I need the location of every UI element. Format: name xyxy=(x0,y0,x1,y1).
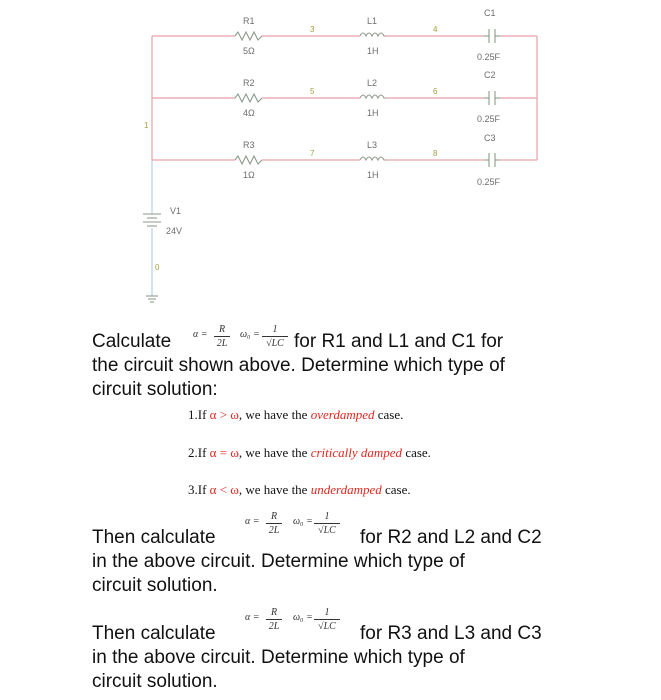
node-7: 7 xyxy=(310,149,315,158)
omega-bar-2 xyxy=(314,523,340,524)
q3-tail: for R3 and L3 and C3 xyxy=(360,623,542,644)
alpha-label-3: α = xyxy=(245,612,260,623)
case-3-prefix: 3.If xyxy=(188,482,210,497)
alpha-bar-2 xyxy=(266,523,282,524)
case-2-condition: α = ω xyxy=(209,445,239,460)
omega-den-1: √LC xyxy=(266,338,284,349)
resistor-r1-symbol xyxy=(235,32,262,40)
l1-value: 1H xyxy=(367,46,379,56)
capacitor-c1-symbol xyxy=(484,29,500,43)
c3-name: C3 xyxy=(484,133,496,143)
q2-line3: circuit solution. xyxy=(92,575,218,596)
case-item-1 xyxy=(188,407,403,423)
q1-line2: the circuit shown above. Determine which type of xyxy=(92,355,505,376)
inductor-l3-symbol xyxy=(360,157,386,160)
node-5: 5 xyxy=(310,87,315,96)
v1-value: 24V xyxy=(166,226,183,236)
alpha-bar-1 xyxy=(214,336,230,337)
q1-start: Calculate xyxy=(92,331,172,352)
case-2-type: critically damped xyxy=(310,445,403,460)
circuit-schematic xyxy=(0,0,661,310)
inductor-l1-symbol xyxy=(360,33,386,36)
r1-name: R1 xyxy=(243,16,255,26)
r2-value: 4Ω xyxy=(243,108,255,118)
capacitor-c3-symbol xyxy=(484,153,500,167)
omega-den-2: √LC xyxy=(318,525,336,536)
node-0: 0 xyxy=(155,263,160,272)
resistor-r2-symbol xyxy=(235,94,262,102)
omega-den-3: √LC xyxy=(318,621,336,632)
omega-num-3: 1 xyxy=(324,607,330,618)
alpha-den-1: 2L xyxy=(216,338,228,349)
omega-bar-1 xyxy=(262,336,288,337)
v1-name: V1 xyxy=(170,206,182,216)
l3-value: 1H xyxy=(367,170,379,180)
case-1-mid: , we have the xyxy=(238,407,311,422)
voltage-source-symbol xyxy=(143,214,161,226)
ground-symbol xyxy=(146,296,158,302)
node-3: 3 xyxy=(310,25,315,34)
omega-label-1: ω₀ = xyxy=(240,329,260,340)
r3-name: R3 xyxy=(243,140,255,150)
node-1: 1 xyxy=(144,121,149,130)
case-3-end: case. xyxy=(381,482,411,497)
resistor-r3-symbol xyxy=(235,156,262,164)
case-1-end: case. xyxy=(374,407,404,422)
c1-name: C1 xyxy=(484,8,496,18)
omega-label-2: ω₀ = xyxy=(293,516,313,527)
case-item-3 xyxy=(188,482,411,498)
r1-value: 5Ω xyxy=(243,46,255,56)
alpha-num-2: R xyxy=(270,511,278,522)
q3-start: Then calculate xyxy=(92,623,216,644)
c2-value: 0.25F xyxy=(477,114,501,124)
alpha-label-1: α = xyxy=(193,329,208,340)
capacitor-c2-symbol xyxy=(484,91,500,105)
node-4: 4 xyxy=(433,25,438,34)
q2-tail: for R2 and L2 and C2 xyxy=(360,527,542,548)
alpha-label-2: α = xyxy=(245,516,260,527)
q2-line2: in the above circuit. Determine which type of xyxy=(92,551,465,572)
case-3-condition: α < ω xyxy=(209,482,239,497)
case-1-condition: α > ω xyxy=(209,407,239,422)
r2-name: R2 xyxy=(243,78,255,88)
q3-line2: in the above circuit. Determine which type of xyxy=(92,647,465,668)
l2-name: L2 xyxy=(367,78,378,88)
inductor-l2-symbol xyxy=(360,95,386,98)
c2-name: C2 xyxy=(484,70,496,80)
q1-line3: circuit solution: xyxy=(92,379,218,400)
c3-value: 0.25F xyxy=(477,177,501,187)
q1-tail: for R1 and L1 and C1 for xyxy=(294,331,504,352)
case-item-2 xyxy=(188,445,431,461)
alpha-bar-3 xyxy=(266,619,282,620)
q3-line3: circuit solution. xyxy=(92,671,218,692)
l2-value: 1H xyxy=(367,108,379,118)
alpha-den-3: 2L xyxy=(268,621,280,632)
l1-name: L1 xyxy=(367,16,378,26)
c1-value: 0.25F xyxy=(477,52,501,62)
r3-value: 1Ω xyxy=(243,170,255,180)
alpha-num-1: R xyxy=(218,324,226,335)
case-1-type: overdamped xyxy=(310,407,375,422)
case-3-mid: , we have the xyxy=(238,482,311,497)
q2-start: Then calculate xyxy=(92,527,216,548)
alpha-den-2: 2L xyxy=(268,525,280,536)
case-1-prefix: 1.If xyxy=(188,407,210,422)
case-2-mid: , we have the xyxy=(238,445,311,460)
omega-num-1: 1 xyxy=(272,324,278,335)
case-2-prefix: 2.If xyxy=(188,445,210,460)
alpha-num-3: R xyxy=(270,607,278,618)
omega-num-2: 1 xyxy=(324,511,330,522)
case-3-type: underdamped xyxy=(310,482,382,497)
case-2-end: case. xyxy=(402,445,431,460)
node-8: 8 xyxy=(433,149,438,158)
omega-bar-3 xyxy=(314,619,340,620)
omega-label-3: ω₀ = xyxy=(293,612,313,623)
node-6: 6 xyxy=(433,87,438,96)
l3-name: L3 xyxy=(367,140,378,150)
